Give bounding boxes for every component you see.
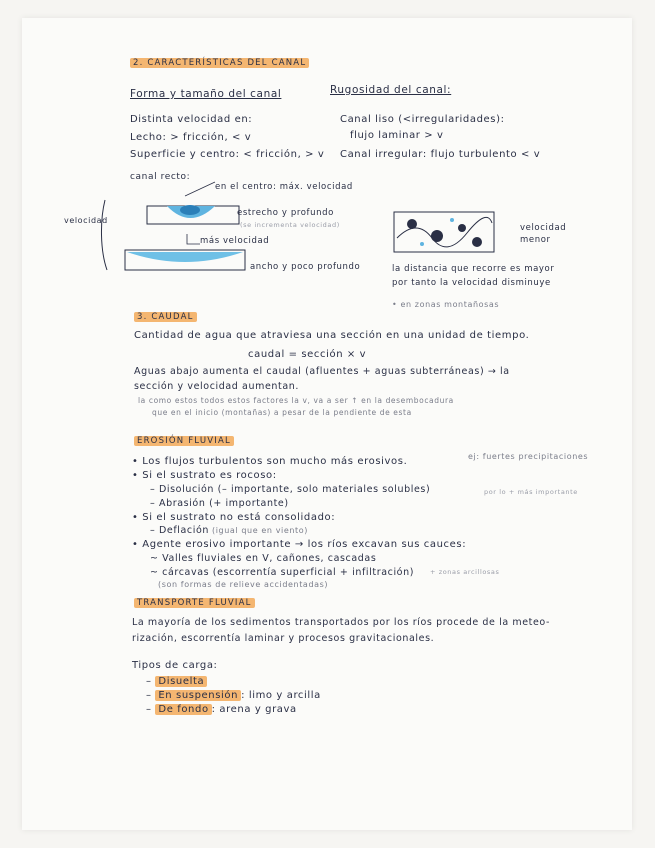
right-line-1: Canal liso (<irregularidades): [340,114,505,125]
left-line-3: Superficie y centro: < fricción, > v [130,149,325,160]
center-max-label: en el centro: máx. velocidad [215,182,353,192]
transporte-p2: rización, escorrentía laminar y procesos gravitacionales. [132,633,435,644]
erosion-b3a-note: (igual que en viento) [212,526,309,535]
side-bracket [101,200,107,270]
erosion-b1-note: ej: fuertes precipitaciones [468,452,589,461]
right-line-3: Canal irregular: flujo turbulento < v [340,149,541,160]
erosion-b3a: – Deflación [150,525,210,536]
tipo-fondo: – De fondo : arena y grava [146,704,297,715]
section-3-title: 3. CAUDAL [134,312,197,322]
caudal-formula: caudal = sección × v [248,349,367,360]
left-heading: Forma y tamaño del canal [130,88,282,100]
notebook-page [22,18,632,830]
erosion-b4: • Agente erosivo importante → los ríos excavan sus cauces: [132,539,467,550]
irregular-channel-sketch [392,208,502,258]
erosion-b4c: (son formas de relieve accidentadas) [158,580,329,589]
erosion-b1: • Los flujos turbulentos son mucho más erosivos. [132,456,408,467]
caudal-note-1: la como estos todos estos factores la v, va a ser ↑ en la desembocadura [138,396,454,405]
arrow-mas-vel [187,234,200,244]
estrecho-label: estrecho y profundo [237,208,334,218]
erosion-b4b: ~ cárcavas (escorrentía superficial + infiltración) [150,567,415,578]
distancia-line-1: la distancia que recorre es mayor [392,264,555,274]
arrow-center [185,182,215,196]
erosion-b2-note: por lo + más importante [484,488,578,496]
right-heading: Rugosidad del canal: [330,84,452,96]
estrecho-note: (se incrementa velocidad) [240,221,340,229]
transporte-p1: La mayoría de los sedimentos transportados por los ríos procede de la meteo- [132,617,551,628]
transporte-title: TRANSPORTE FLUVIAL [134,598,255,608]
caudal-p2a: Aguas abajo aumenta el caudal (afluentes + aguas subterráneas) → la [134,366,510,377]
caudal-note-2: que en el inicio (montañas) a pesar de la pendiente de esta [152,408,412,417]
erosion-b2b: – Abrasión (+ importante) [150,498,289,509]
left-line-2: Lecho: > fricción, < v [130,132,252,143]
section-2-title: 2. CARACTERÍSTICAS DEL CANAL [130,58,309,68]
velocidad-side-label: velocidad [64,216,108,225]
left-line-1: Distinta velocidad en: [130,114,253,125]
erosion-b3: • Si el sustrato no está consolidado: [132,512,336,523]
caudal-p2b: sección y velocidad aumentan. [134,381,300,392]
channel-wide-water [127,252,243,262]
erosion-b4a: ~ Valles fluviales en V, cañones, cascadas [150,553,377,564]
channel-deep-core [180,205,200,215]
caudal-definition: Cantidad de agua que atraviesa una sección en una unidad de tiempo. [134,330,530,341]
velocidad-menor-label: velocidad menor [520,223,567,245]
erosion-b2a: – Disolución (– importante, solo materiales solubles) [150,484,431,495]
tipos-carga-label: Tipos de carga: [132,660,218,671]
ancho-label: ancho y poco profundo [250,262,361,272]
mas-velocidad-label: más velocidad [200,236,270,246]
canal-recto-label: canal recto: [130,172,191,182]
erosion-b2: • Si el sustrato es rocoso: [132,470,277,481]
tipo-suspension: – En suspensión : limo y arcilla [146,690,321,701]
tipo-disuelta: – Disuelta [146,676,207,687]
erosion-title: EROSIÓN FLUVIAL [134,436,234,446]
right-line-2: flujo laminar > v [350,130,444,141]
distancia-line-2: por tanto la velocidad disminuye [392,278,551,288]
erosion-b4b-note: + zonas arcillosas [430,568,500,576]
zonas-montanosas: • en zonas montañosas [392,300,500,309]
